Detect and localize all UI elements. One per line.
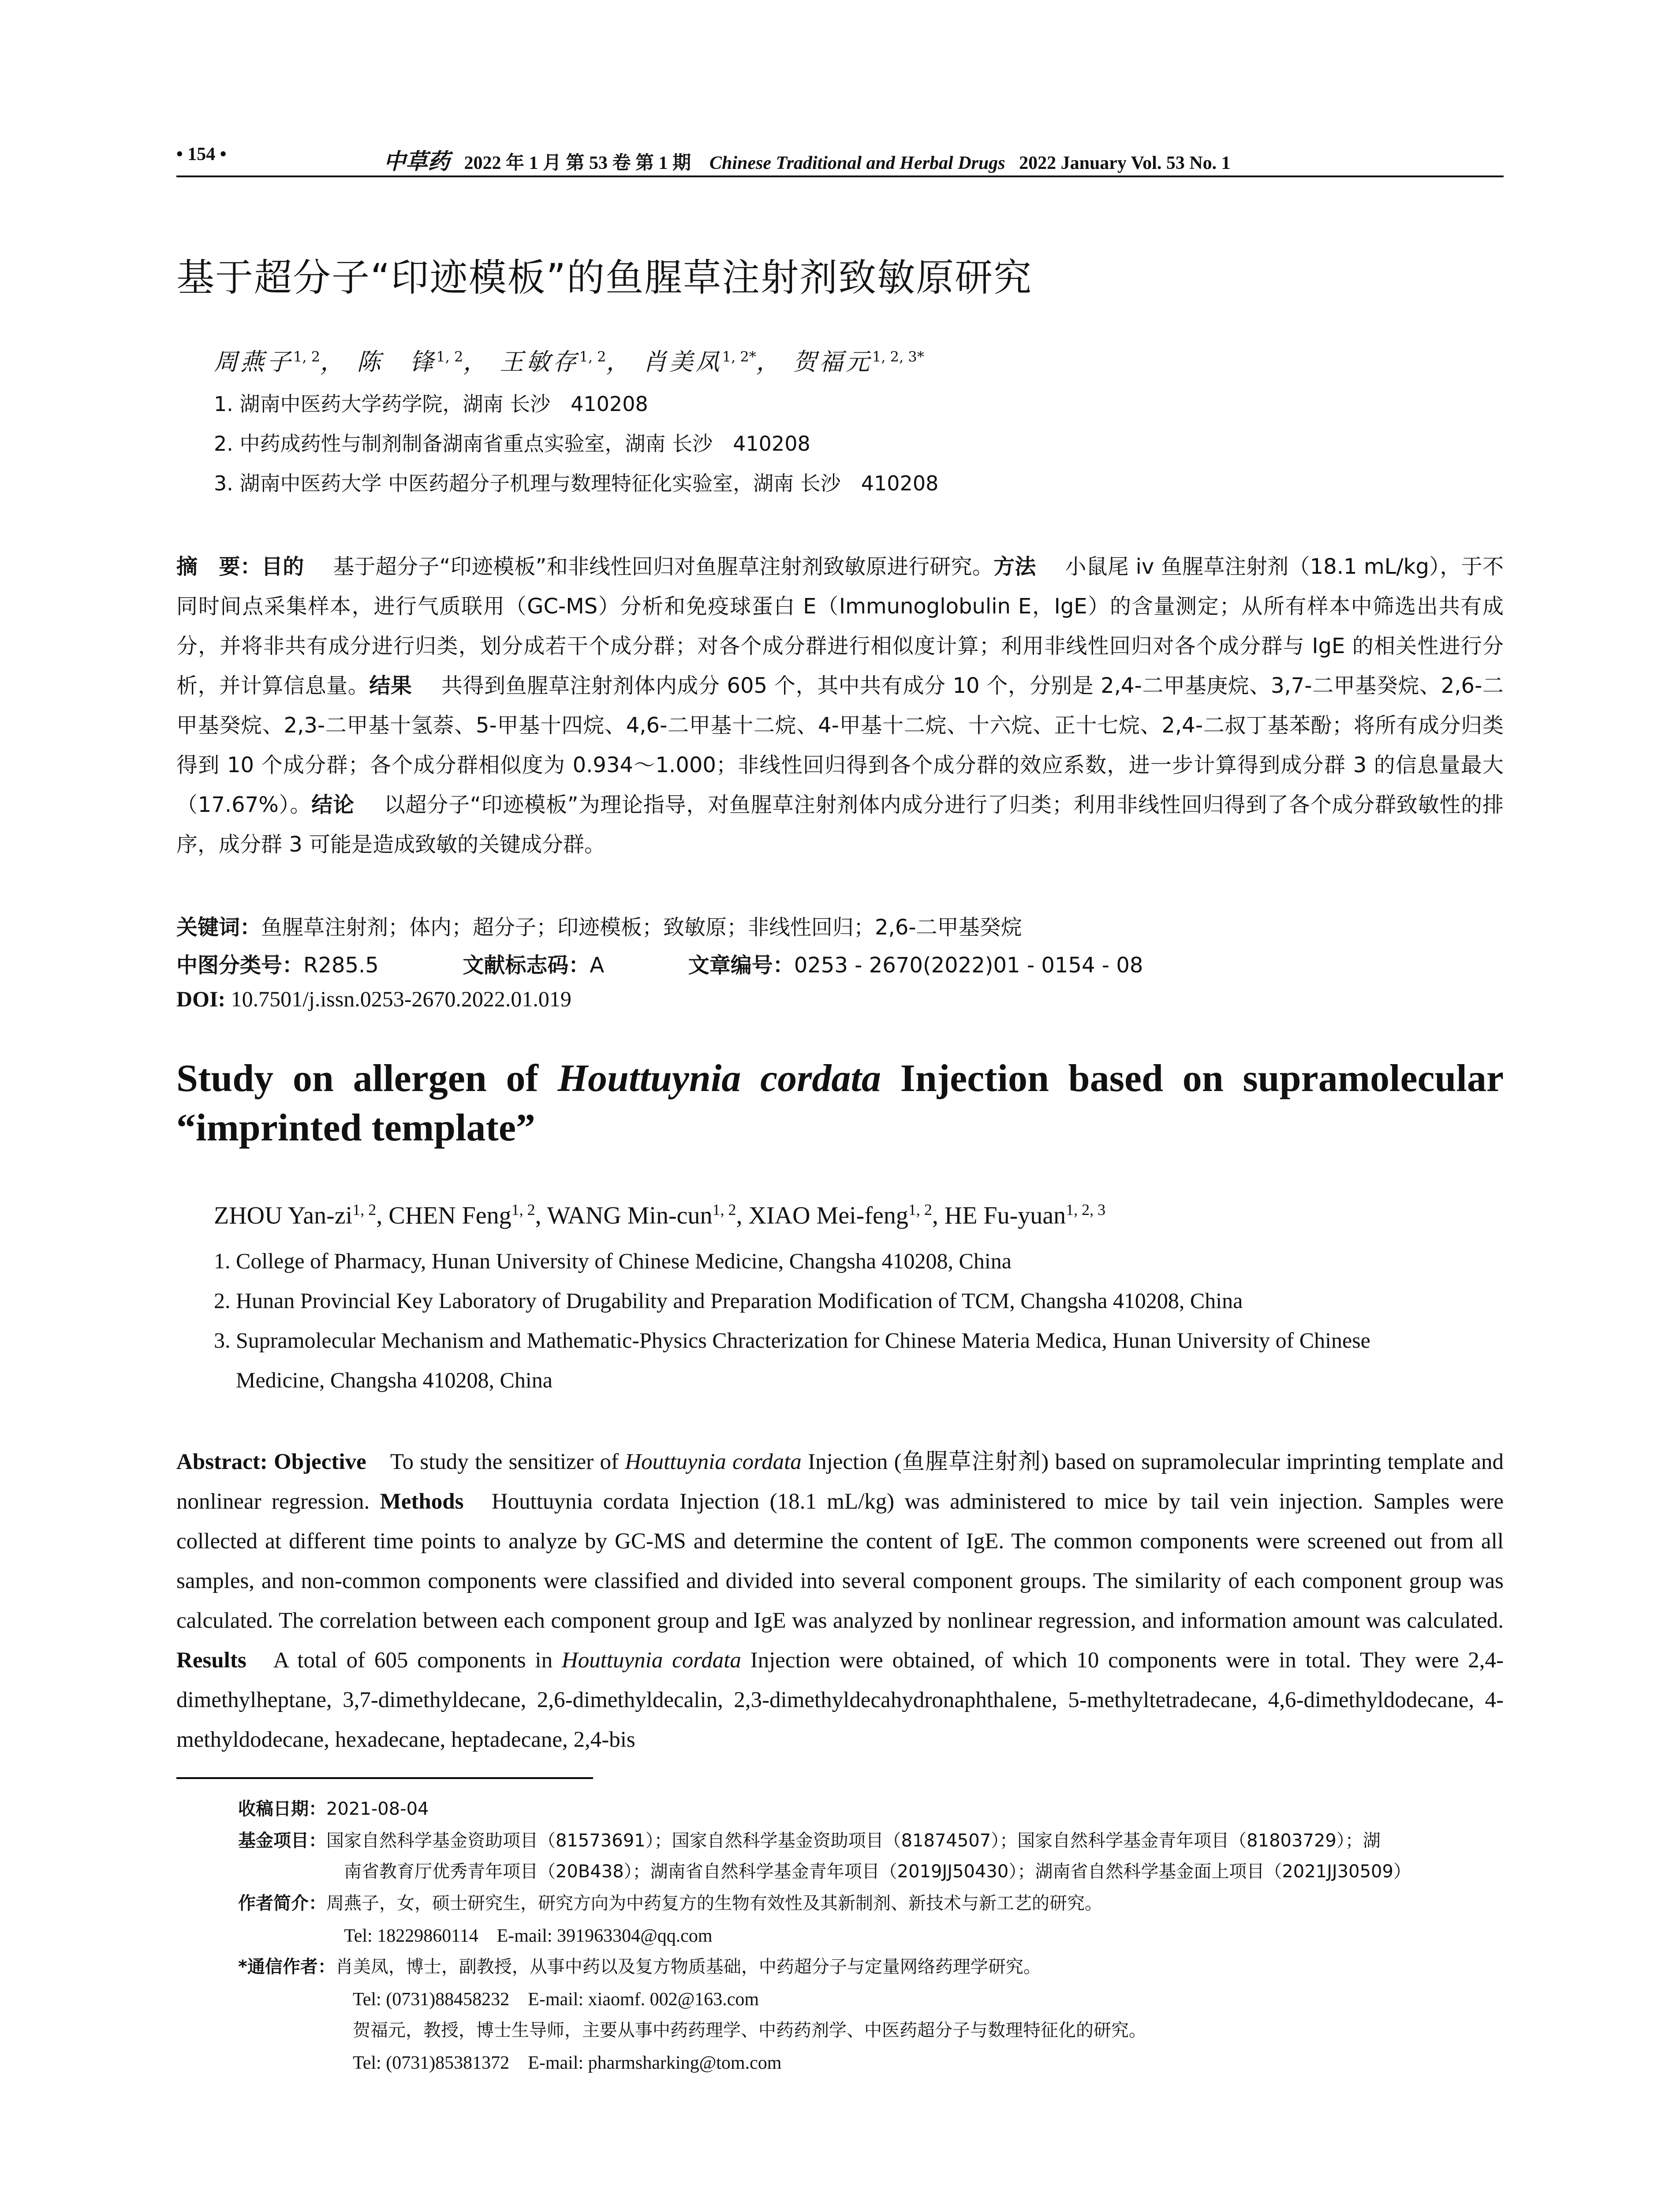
- journal-name-cn: 中草药: [384, 148, 450, 174]
- header-rule: [176, 176, 1504, 177]
- title-en: [176, 1054, 1504, 1153]
- author-name-en: , XIAO Mei-feng: [736, 1202, 908, 1230]
- footnote-corr2: 贺福元，教授，博士生导师，主要从事中药药理学、中药药剂学、中医药超分子与数理特征化的研究。: [353, 2020, 1146, 2041]
- author-name-en: , CHEN Feng: [376, 1202, 511, 1230]
- affiliation-en-3-cont: Medicine, Changsha 410208, China: [236, 1368, 553, 1392]
- abstract-en: [176, 1442, 1504, 1760]
- abstract-en-results: A total of 605 components in: [273, 1648, 562, 1673]
- abstract-en-objective: To study the sensitizer of: [390, 1450, 625, 1474]
- author-bio-label: 作者简介：: [238, 1893, 326, 1913]
- classification-line: [176, 948, 1143, 979]
- author-name-en: ZHOU Yan-zi: [214, 1202, 353, 1230]
- abstract-en-objective: Injection (鱼腥草注射剂) based on supramolecular imprinting template and nonlinear regression.: [176, 1450, 1504, 1514]
- author-affiliation-mark: 1, 2: [352, 1201, 377, 1218]
- received-date: 2021-08-04: [326, 1799, 429, 1819]
- author-bio-text: 周燕子，女，硕士研究生，研究方向为中药复方的生物有效性及其新制剂、新技术与新工艺的研究。: [326, 1893, 1102, 1913]
- abstract-cn-results-label: 结果: [369, 673, 412, 698]
- abstract-en-results: Injection were obtained, of which 10 components were in total. They were 2,4-dimethylheptane, 3,7-dimethyldecane, 2,6-dimethyldecalin, 2,3-dimethyldecahydronaphthalene, 5-methyltetradecane, 4,6-dimethyldodecane, 4-methyldodecane, hexadecane, heptadecane, 2,4-bis: [176, 1648, 1504, 1752]
- author-name: 陈 锋: [357, 348, 437, 376]
- footnote-fund-cont: 南省教育厅优秀青年项目（20B438）；湖南省自然科学基金青年项目（2019JJ50430）；湖南省自然科学基金面上项目（2021JJ30509）: [344, 1861, 1411, 1882]
- author-name-en: , WANG Min-cun: [535, 1202, 713, 1230]
- author-name: 周燕子: [214, 348, 293, 376]
- abstract-cn-conclusion-label: 结论: [311, 792, 355, 817]
- doi-label: DOI:: [176, 987, 226, 1011]
- abstract-en-label: Abstract: Objective: [176, 1450, 366, 1474]
- journal-info: [384, 144, 1231, 176]
- author-name-en: , HE Fu-yuan: [932, 1202, 1066, 1230]
- abstract-en-species: Houttuynia cordata: [561, 1648, 741, 1673]
- affiliation-en-2: 2. Hunan Provincial Key Laboratory of Drugability and Preparation Modification of TCM, Changsha 410208, China: [214, 1288, 1243, 1313]
- title-cn: 基于超分子“印迹模板”的鱼腥草注射剂致敏原研究: [176, 256, 1033, 300]
- abstract-cn-methods-label: 方法: [993, 554, 1036, 579]
- author-affiliation-mark: 1, 2: [436, 348, 463, 365]
- affiliation-en-1: 1. College of Pharmacy, Hunan University of Chinese Medicine, Changsha 410208, China: [214, 1248, 1012, 1273]
- affiliation-en-3: 3. Supramolecular Mechanism and Mathematic-Physics Chracterization for Chinese Materia Medica, Hunan University of Chinese: [214, 1328, 1370, 1353]
- footnote-corresponding: [238, 1953, 1041, 1978]
- keywords-cn-label: 关键词：: [176, 915, 261, 940]
- footnote-author: [238, 1889, 1102, 1914]
- authors-cn: 周燕子$^{1, 2}$， 陈 锋$^{1, 2}$， 王敏存$^{1, 2}$， 肖美凤$^{1, 2*}$， 贺福元$^{1, 2, 3*}$: [214, 348, 924, 376]
- author-name: 贺福元: [792, 348, 872, 376]
- abstract-en-methods-label: Methods: [380, 1489, 464, 1514]
- author-affiliation-mark: 1, 2, 3: [1066, 1201, 1106, 1218]
- abstract-cn-results: 共得到鱼腥草注射剂体内成分 605 个，其中共有成分 10 个，分别是 2,4-二甲基庚烷、3,7-二甲基癸烷、2,6-二甲基癸烷、2,3-二甲基十氢萘、5-甲基十四烷、4,6-二甲基十二烷、4-甲基十二烷、十六烷、正十七烷、2,4-二叔丁基苯酚；将所有成分归类得到 10 个成分群；各个成分群相似度为 0.934～1.000；非线性回归得到各个成分群的效应系数，进一步计算得到成分群 3 的信息量最大（17.67%）。: [176, 673, 1504, 817]
- abstract-cn-objective: 基于超分子“印迹模板”和非线性回归对鱼腥草注射剂致敏原进行研究。: [333, 554, 994, 579]
- title-en-part: Injection based on supramolecular “imprinted template”: [176, 1057, 1504, 1149]
- corresponding-label: *通信作者：: [238, 1957, 336, 1977]
- fund-text: 国家自然科学基金资助项目（81573691）；国家自然科学基金资助项目（81874507）；国家自然科学基金青年项目（81803729）；湖: [326, 1831, 1381, 1851]
- author-affiliation-mark: 1, 2, 3*: [872, 348, 924, 365]
- affiliation-cn-1: 1. 湖南中医药大学药学院，湖南 长沙 410208: [214, 392, 648, 416]
- authors-en: [214, 1200, 1105, 1230]
- footnote-corr1-contact: Tel: (0731)88458232 E-mail: xiaomf. 002@163.com: [353, 1989, 759, 2010]
- issue-en: 2022 January Vol. 53 No. 1: [1019, 153, 1231, 173]
- received-label: 收稿日期：: [238, 1799, 326, 1819]
- clc-label: 中图分类号：: [176, 953, 304, 978]
- abstract-cn-conclusion: 以超分子“印迹模板”为理论指导，对鱼腥草注射剂体内成分进行了归类；利用非线性回归得到了各个成分群致敏性的排序，成分群 3 可能是造成致敏的关键成分群。: [176, 792, 1504, 857]
- running-header: [176, 144, 1504, 174]
- corresponding-1-text: 肖美凤，博士，副教授，从事中药以及复方物质基础，中药超分子与定量网络药理学研究。: [335, 1957, 1041, 1977]
- footnote-corr2-contact: Tel: (0731)85381372 E-mail: pharmsharking@tom.com: [353, 2053, 782, 2073]
- title-en-part: Study on allergen of: [176, 1057, 558, 1100]
- doc-code-label: 文献标志码：: [463, 953, 590, 978]
- doi-line: [176, 986, 571, 1012]
- abstract-cn-label: 摘 要：目的: [176, 554, 304, 579]
- doc-code-value: A: [590, 953, 605, 978]
- article-number-label: 文章编号：: [688, 953, 794, 978]
- keywords-cn-text: 鱼腥草注射剂；体内；超分子；印迹模板；致敏原；非线性回归；2,6-二甲基癸烷: [261, 915, 1022, 940]
- keywords-cn: [176, 910, 1022, 941]
- affiliation-cn-2: 2. 中药成药性与制剂制备湖南省重点实验室，湖南 长沙 410208: [214, 432, 810, 456]
- abstract-en-methods: Houttuynia cordata Injection (18.1 mL/kg) was administered to mice by tail vein injection. Samples were collected at different time points to analyze by GC-MS and determine the content of IgE. The common components were screened out from all samples, and non-common components were classified and divided into several component groups. The similarity of each component group was calculated. The correlation between each component group and IgE was analyzed by nonlinear regression, and information amount was calculated.: [176, 1489, 1504, 1633]
- article-number-value: 0253 - 2670(2022)01 - 0154 - 08: [794, 953, 1143, 978]
- clc-value: R285.5: [303, 953, 379, 978]
- abstract-cn-methods: 小鼠尾 iv 鱼腥草注射剂（18.1 mL/kg），于不同时间点采集样本，进行气质联用（GC-MS）分析和免疫球蛋白 E（Immunoglobulin E，IgE）的含量测定；从所有样本中筛选出共有成分，并将非共有成分进行归类，划分成若干个成分群；对各个成分群进行相似度计算；利用非线性回归对各个成分群与 IgE 的相关性进行分析，并计算信息量。: [176, 554, 1504, 698]
- author-name: 王敏存: [500, 348, 579, 376]
- footnote-rule: [176, 1777, 593, 1779]
- journal-name-en: Chinese Traditional and Herbal Drugs: [709, 153, 1005, 173]
- author-affiliation-mark: 1, 2: [579, 348, 606, 365]
- author-name: 肖美凤: [642, 348, 722, 376]
- author-affiliation-mark: 1, 2: [908, 1201, 932, 1218]
- author-affiliation-mark: 1, 2: [712, 1201, 736, 1218]
- affiliation-cn-3: 3. 湖南中医药大学 中医药超分子机理与数理特征化实验室，湖南 长沙 410208: [214, 471, 939, 495]
- footnote-received: [238, 1795, 429, 1820]
- doi-link[interactable]: 10.7501/j.issn.0253-2670.2022.01.019: [231, 987, 571, 1011]
- footnote-fund: [238, 1827, 1381, 1852]
- author-affiliation-mark: 1, 2: [293, 348, 321, 365]
- abstract-en-species: Houttuynia cordata: [625, 1450, 802, 1474]
- abstract-cn: [176, 547, 1504, 864]
- fund-label: 基金项目：: [238, 1831, 326, 1851]
- title-en-species: Houttuynia cordata: [557, 1057, 881, 1100]
- author-affiliation-mark: 1, 2: [511, 1201, 535, 1218]
- page-number: • 154 •: [176, 144, 227, 164]
- issue-cn: 2022 年 1 月 第 53 卷 第 1 期: [464, 153, 691, 173]
- footnote-author-contact: Tel: 18229860114 E-mail: 391963304@qq.com: [344, 1926, 713, 1946]
- abstract-en-results-label: Results: [176, 1648, 246, 1673]
- author-affiliation-mark: 1, 2*: [722, 348, 756, 365]
